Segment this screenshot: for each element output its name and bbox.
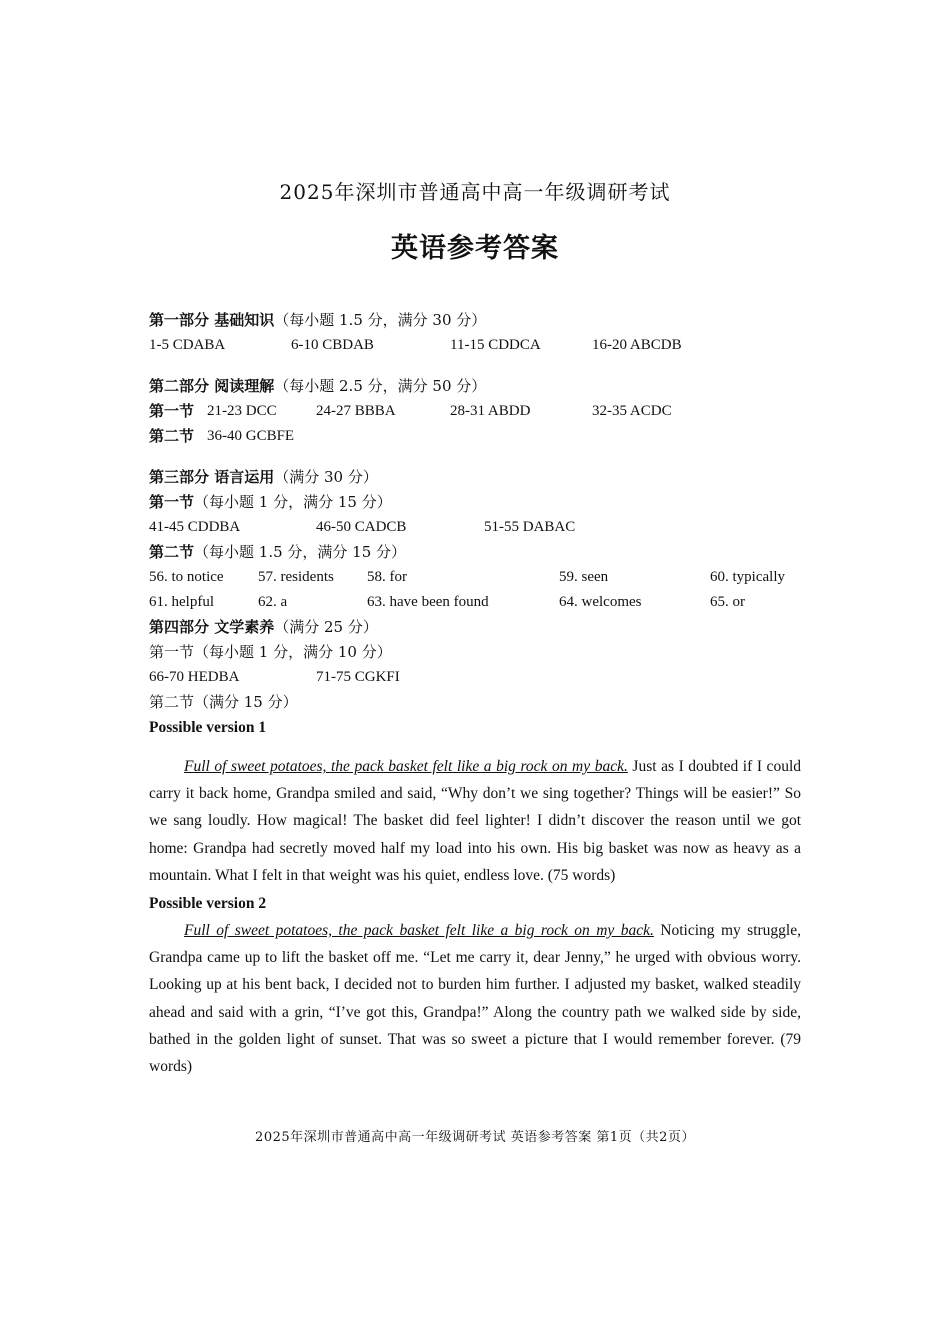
answer-group: 1-5 CDABA [149, 337, 226, 353]
fill-answer: 58. for [367, 569, 407, 585]
part1-note: （每小题 1.5 分，满分 30 分） [274, 311, 487, 329]
answer-group: 32-35 ACDC [592, 403, 672, 419]
exam-title: 2025年深圳市普通高中高一年级调研考试 [279, 180, 671, 204]
part4-heading-line [149, 615, 801, 640]
fill-answer: 65. or [710, 594, 745, 610]
part1-heading-line [149, 308, 801, 333]
page-footer: 2025年深圳市普通高中高一年级调研考试 英语参考答案 第1页（共2页） [255, 1130, 695, 1145]
part3-section1-heading [149, 490, 801, 515]
fill-answer: 56. to notice [149, 569, 224, 585]
version-2-lead-sentence: Full of sweet potatoes, the pack basket felt like a big rock on my back. [184, 922, 654, 940]
part3-fill-row-1 [149, 565, 801, 590]
fill-answer: 63. have been found [367, 594, 489, 610]
part4-note: （满分 25 分） [274, 618, 378, 636]
version-2-label: Possible version 2 [149, 895, 267, 913]
version-1-lead-sentence: Full of sweet potatoes, the pack basket felt like a big rock on my back. [184, 758, 628, 775]
part3-section2-label: 第二节 [149, 543, 195, 561]
answer-group: 16-20 ABCDB [592, 337, 682, 353]
answer-group: 28-31 ABDD [450, 403, 531, 419]
part2-note: （每小题 2.5 分，满分 50 分） [274, 377, 487, 395]
part2-section1-label: 第一节 [149, 402, 195, 420]
fill-answer: 62. a [258, 594, 288, 610]
part3-heading: 第三部分 语言运用 [149, 468, 275, 486]
answer-group: 36-40 GCBFE [207, 428, 295, 444]
part1-heading: 第一部分 基础知识 [149, 311, 275, 329]
answer-group: 21-23 DCC [207, 403, 277, 419]
fill-answer: 57. residents [258, 569, 334, 585]
fill-answer: 59. seen [559, 569, 609, 585]
answer-group: 41-45 CDDBA [149, 519, 241, 535]
document-subtitle: 英语参考答案 [391, 233, 559, 264]
answer-group: 71-75 CGKFI [316, 669, 400, 685]
version-1-body: Just as I doubted if I could carry it back home, Grandpa smiled and said, “Why don’t we sing together? Things will be easier!” So we sang loudly. How magical! The basket did feel lighter! I didn’t discover the reason until we got home: Grandpa had secretly moved half my load into his own. His big basket was now as heavy as a mountain. What I felt in that weight was his quiet, endless love. (75 words) [149, 758, 801, 884]
fill-answer: 61. helpful [149, 594, 214, 610]
answer-group: 6-10 CBDAB [291, 337, 374, 353]
version-2-body: Noticing my struggle, Grandpa came up to lift the basket off me. “Let me carry it, dear Jenny,” he urged with obvious worry. Looking up at his bent back, I decided not to burden him further. I adjusted my basket, walked steadily ahead and said with a grin, “I’ve got this, Grandpa!” Along the country path we walked side by side, bathed in the golden light of sunset. That was so sweet a picture that I would remember forever. (79 words) [149, 922, 801, 1076]
part3-section1-label: 第一节 [149, 493, 195, 511]
answer-group: 11-15 CDDCA [450, 337, 541, 353]
part3-fill-row-2 [149, 590, 801, 615]
part3-section1-answers-row [149, 515, 801, 540]
part3-heading-line [149, 465, 801, 490]
part3-section1-note: （每小题 1 分，满分 15 分） [194, 493, 392, 511]
fill-answer: 60. typically [710, 569, 785, 585]
fill-answer: 64. welcomes [559, 594, 642, 610]
part2-section2-row [149, 424, 801, 449]
answer-group: 66-70 HEDBA [149, 669, 240, 685]
part2-heading: 第二部分 阅读理解 [149, 377, 275, 395]
part1-answers-row [149, 333, 801, 358]
version-1-essay [149, 753, 801, 889]
part3-note: （满分 30 分） [274, 468, 378, 486]
version-1-label: Possible version 1 [149, 719, 267, 736]
answer-content [149, 308, 801, 1080]
part4-section1-heading: 第一节（每小题 1 分，满分 10 分） [149, 643, 392, 661]
part4-section1-answers-row [149, 665, 801, 690]
part2-section2-label: 第二节 [149, 427, 195, 445]
answer-group: 24-27 BBBA [316, 403, 396, 419]
part3-section2-heading [149, 540, 801, 565]
version-2-essay [149, 917, 801, 1080]
answer-group: 46-50 CADCB [316, 519, 407, 535]
part4-heading: 第四部分 文学素养 [149, 618, 275, 636]
part4-section2-heading: 第二节（满分 15 分） [149, 693, 298, 711]
part3-section2-note: （每小题 1.5 分，满分 15 分） [194, 543, 407, 561]
answer-group: 51-55 DABAC [484, 519, 576, 535]
part2-heading-line [149, 374, 801, 399]
part2-section1-row [149, 399, 801, 424]
